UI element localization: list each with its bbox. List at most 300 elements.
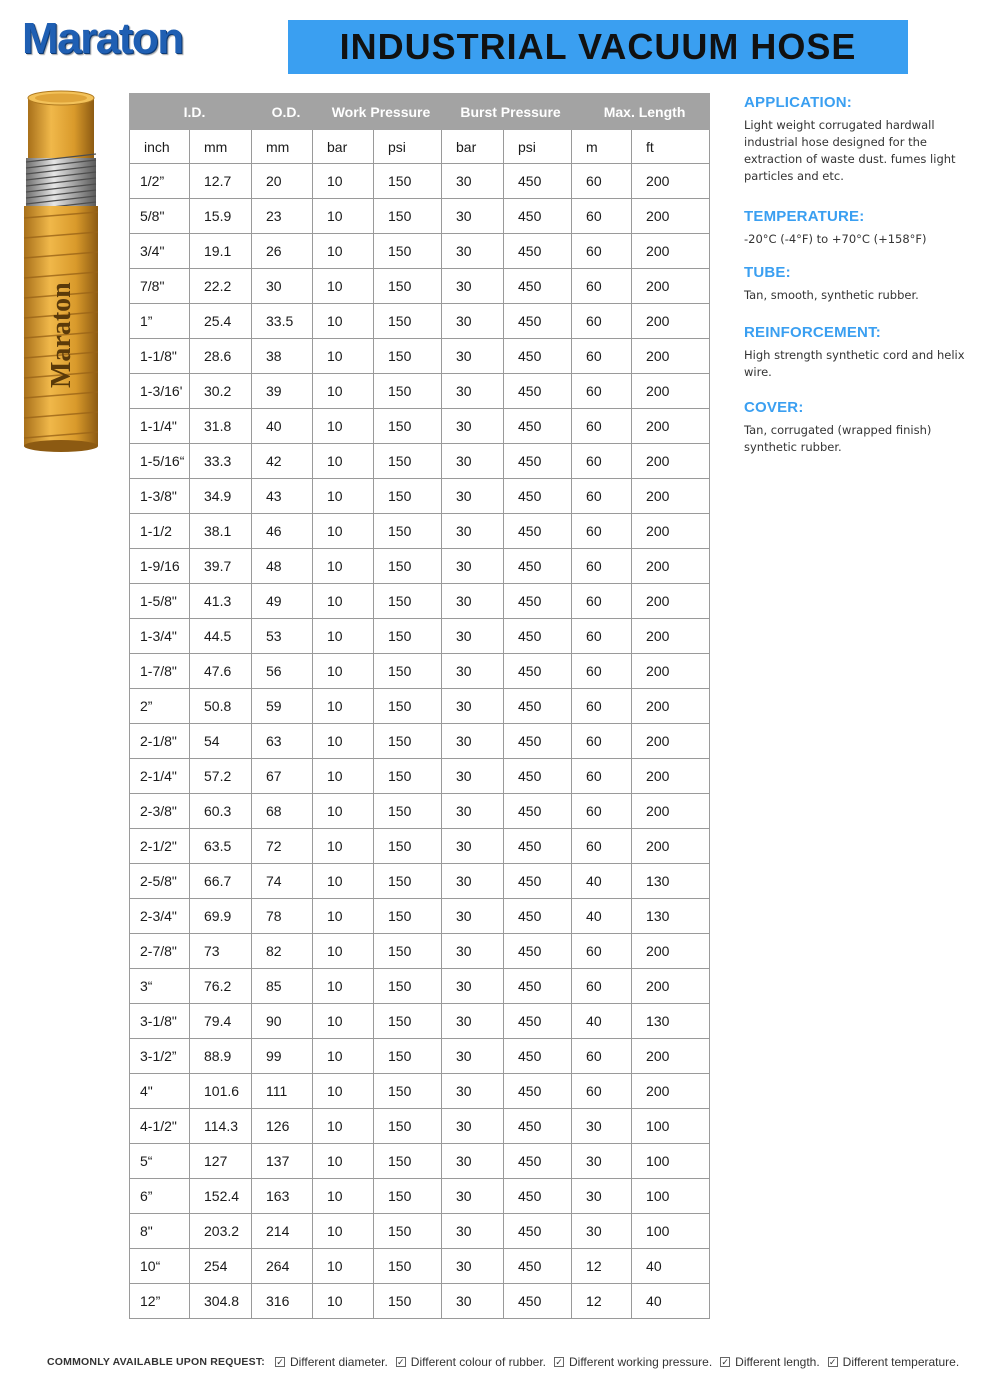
table-cell: 60	[572, 479, 632, 514]
table-cell: 200	[632, 164, 710, 199]
table-cell: 60	[572, 164, 632, 199]
table-cell: 60	[572, 374, 632, 409]
table-cell: 152.4	[190, 1179, 252, 1214]
table-cell: 150	[374, 1144, 442, 1179]
table-cell: 150	[374, 689, 442, 724]
table-cell: 38	[252, 339, 313, 374]
header-burst-pressure: Burst Pressure	[442, 94, 572, 130]
row-size-inch: 1-3/16'	[130, 374, 190, 409]
table-cell: 450	[504, 829, 572, 864]
table-cell: 39.7	[190, 549, 252, 584]
table-cell: 40	[632, 1249, 710, 1284]
section-text: Tan, corrugated (wrapped finish) synthetic rubber.	[744, 423, 932, 454]
table-cell: 30	[442, 514, 504, 549]
table-cell: 10	[313, 1249, 374, 1284]
brand-logo: Maraton	[22, 14, 183, 63]
section-text: Light weight corrugated hardwall industrial hose designed for the extraction of waste dust. fumes light particles and etc.	[744, 118, 956, 183]
checkbox-icon: ✓	[555, 1356, 563, 1367]
unit-cell: psi	[374, 130, 442, 164]
table-cell: 10	[313, 1039, 374, 1074]
table-cell: 200	[632, 654, 710, 689]
footer-option	[554, 1355, 712, 1369]
table-cell: 450	[504, 794, 572, 829]
table-cell: 30	[442, 1039, 504, 1074]
table-cell: 150	[374, 374, 442, 409]
footer-option	[828, 1355, 960, 1369]
spec-table	[129, 93, 710, 1319]
table-cell: 450	[504, 199, 572, 234]
table-cell: 10	[313, 514, 374, 549]
tube-section	[744, 264, 919, 304]
table-cell: 200	[632, 969, 710, 1004]
table-cell: 150	[374, 1284, 442, 1319]
table-cell: 100	[632, 1214, 710, 1249]
table-row	[130, 864, 710, 899]
table-cell: 90	[252, 1004, 313, 1039]
footer-option-label: Different temperature.	[842, 1355, 960, 1369]
table-cell: 450	[504, 514, 572, 549]
table-cell: 30	[572, 1144, 632, 1179]
row-size-inch: 1-3/8"	[130, 479, 190, 514]
table-row	[130, 514, 710, 549]
table-row	[130, 1284, 710, 1319]
table-cell: 30	[252, 269, 313, 304]
table-cell: 10	[313, 1214, 374, 1249]
table-row	[130, 899, 710, 934]
table-cell: 150	[374, 1004, 442, 1039]
table-cell: 10	[313, 339, 374, 374]
table-cell: 10	[313, 759, 374, 794]
table-cell: 10	[313, 724, 374, 759]
table-cell: 10	[313, 934, 374, 969]
table-cell: 150	[374, 234, 442, 269]
table-cell: 30	[572, 1109, 632, 1144]
table-row	[130, 794, 710, 829]
table-cell: 10	[313, 619, 374, 654]
table-cell: 10	[313, 1074, 374, 1109]
application-section	[744, 94, 974, 185]
unit-cell: mm	[190, 130, 252, 164]
table-cell: 316	[252, 1284, 313, 1319]
row-size-inch: 4"	[130, 1074, 190, 1109]
section-text: High strength synthetic cord and helix wire.	[744, 348, 965, 379]
table-row	[130, 479, 710, 514]
table-cell: 40	[572, 1004, 632, 1039]
table-cell: 40	[632, 1284, 710, 1319]
section-heading: TUBE:	[744, 264, 791, 281]
hose-label: Maraton	[46, 282, 77, 388]
table-cell: 450	[504, 164, 572, 199]
table-cell: 30	[442, 759, 504, 794]
table-cell: 60	[572, 584, 632, 619]
table-cell: 19.1	[190, 234, 252, 269]
table-row	[130, 759, 710, 794]
row-size-inch: 2-1/2"	[130, 829, 190, 864]
table-cell: 60	[572, 269, 632, 304]
table-cell: 450	[504, 304, 572, 339]
table-cell: 130	[632, 899, 710, 934]
table-cell: 150	[374, 864, 442, 899]
table-cell: 33.3	[190, 444, 252, 479]
table-cell: 10	[313, 829, 374, 864]
footer-options	[47, 1355, 987, 1369]
table-cell: 150	[374, 1214, 442, 1249]
table-cell: 30	[442, 339, 504, 374]
table-cell: 60	[572, 234, 632, 269]
table-cell: 41.3	[190, 584, 252, 619]
table-cell: 150	[374, 164, 442, 199]
table-cell: 54	[190, 724, 252, 759]
table-cell: 56	[252, 654, 313, 689]
section-heading: APPLICATION:	[744, 94, 852, 111]
table-cell: 214	[252, 1214, 313, 1249]
row-size-inch: 5“	[130, 1144, 190, 1179]
table-cell: 200	[632, 409, 710, 444]
table-cell: 30	[442, 304, 504, 339]
table-row	[130, 969, 710, 1004]
table-cell: 28.6	[190, 339, 252, 374]
table-cell: 450	[504, 584, 572, 619]
table-cell: 150	[374, 934, 442, 969]
table-cell: 127	[190, 1144, 252, 1179]
table-row	[130, 339, 710, 374]
table-row	[130, 304, 710, 339]
row-size-inch: 1-5/8"	[130, 584, 190, 619]
table-cell: 63.5	[190, 829, 252, 864]
table-cell: 60.3	[190, 794, 252, 829]
table-cell: 60	[572, 654, 632, 689]
table-cell: 59	[252, 689, 313, 724]
table-cell: 200	[632, 269, 710, 304]
table-cell: 304.8	[190, 1284, 252, 1319]
table-cell: 200	[632, 829, 710, 864]
table-cell: 150	[374, 654, 442, 689]
table-cell: 100	[632, 1109, 710, 1144]
table-cell: 450	[504, 934, 572, 969]
table-cell: 150	[374, 1039, 442, 1074]
table-cell: 200	[632, 444, 710, 479]
table-cell: 30	[442, 409, 504, 444]
row-size-inch: 1-7/8"	[130, 654, 190, 689]
table-cell: 450	[504, 969, 572, 1004]
table-cell: 450	[504, 234, 572, 269]
row-size-inch: 4-1/2"	[130, 1109, 190, 1144]
row-size-inch: 7/8"	[130, 269, 190, 304]
table-cell: 200	[632, 689, 710, 724]
unit-cell: m	[572, 130, 632, 164]
row-size-inch: 1-9/16	[130, 549, 190, 584]
table-cell: 163	[252, 1179, 313, 1214]
table-cell: 60	[572, 829, 632, 864]
table-cell: 30	[572, 1179, 632, 1214]
table-cell: 450	[504, 409, 572, 444]
footer-option-label: Different colour of rubber.	[410, 1355, 546, 1369]
section-heading: TEMPERATURE:	[744, 208, 865, 225]
table-cell: 450	[504, 1004, 572, 1039]
header-max-length: Max. Length	[572, 94, 710, 130]
table-cell: 200	[632, 794, 710, 829]
table-cell: 10	[313, 234, 374, 269]
table-cell: 88.9	[190, 1039, 252, 1074]
table-cell: 10	[313, 374, 374, 409]
table-cell: 40	[252, 409, 313, 444]
table-row	[130, 1249, 710, 1284]
table-cell: 30	[572, 1214, 632, 1249]
table-cell: 78	[252, 899, 313, 934]
table-cell: 200	[632, 1074, 710, 1109]
table-cell: 60	[572, 724, 632, 759]
table-cell: 450	[504, 374, 572, 409]
table-cell: 450	[504, 1144, 572, 1179]
table-cell: 450	[504, 1109, 572, 1144]
table-cell: 50.8	[190, 689, 252, 724]
row-size-inch: 1-1/2	[130, 514, 190, 549]
table-cell: 111	[252, 1074, 313, 1109]
table-cell: 72	[252, 829, 313, 864]
table-row	[130, 1039, 710, 1074]
row-size-inch: 2-1/4"	[130, 759, 190, 794]
table-cell: 150	[374, 724, 442, 759]
table-cell: 450	[504, 689, 572, 724]
table-row	[130, 549, 710, 584]
table-cell: 30	[442, 199, 504, 234]
table-row	[130, 619, 710, 654]
table-cell: 60	[572, 969, 632, 1004]
row-size-inch: 1-1/8"	[130, 339, 190, 374]
table-cell: 10	[313, 1004, 374, 1039]
table-cell: 10	[313, 304, 374, 339]
table-cell: 69.9	[190, 899, 252, 934]
row-size-inch: 2-7/8"	[130, 934, 190, 969]
table-cell: 10	[313, 969, 374, 1004]
table-row	[130, 269, 710, 304]
table-cell: 76.2	[190, 969, 252, 1004]
table-cell: 200	[632, 1039, 710, 1074]
table-row	[130, 689, 710, 724]
table-cell: 200	[632, 584, 710, 619]
table-cell: 42	[252, 444, 313, 479]
table-cell: 99	[252, 1039, 313, 1074]
table-cell: 150	[374, 584, 442, 619]
table-cell: 60	[572, 794, 632, 829]
table-cell: 20	[252, 164, 313, 199]
row-size-inch: 3/4"	[130, 234, 190, 269]
table-cell: 68	[252, 794, 313, 829]
cover-section	[744, 399, 974, 456]
table-cell: 74	[252, 864, 313, 899]
table-cell: 30	[442, 374, 504, 409]
table-cell: 60	[572, 619, 632, 654]
table-cell: 66.7	[190, 864, 252, 899]
table-cell: 30	[442, 899, 504, 934]
hose-illustration	[18, 88, 108, 458]
table-cell: 450	[504, 864, 572, 899]
table-cell: 450	[504, 899, 572, 934]
table-cell: 44.5	[190, 619, 252, 654]
table-cell: 46	[252, 514, 313, 549]
header-od: O.D.	[252, 94, 313, 130]
table-cell: 82	[252, 934, 313, 969]
table-row	[130, 1109, 710, 1144]
table-cell: 150	[374, 1074, 442, 1109]
table-cell: 30	[442, 689, 504, 724]
table-cell: 10	[313, 1179, 374, 1214]
table-cell: 25.4	[190, 304, 252, 339]
unit-cell: bar	[313, 130, 374, 164]
table-cell: 30	[442, 1284, 504, 1319]
table-cell: 150	[374, 304, 442, 339]
table-cell: 150	[374, 409, 442, 444]
table-cell: 450	[504, 549, 572, 584]
table-cell: 30	[442, 1144, 504, 1179]
group-header-row	[130, 94, 710, 130]
table-cell: 60	[572, 304, 632, 339]
table-cell: 10	[313, 899, 374, 934]
table-cell: 49	[252, 584, 313, 619]
table-row	[130, 199, 710, 234]
table-cell: 101.6	[190, 1074, 252, 1109]
table-cell: 150	[374, 549, 442, 584]
checkbox-icon: ✓	[276, 1356, 284, 1367]
unit-cell: mm	[252, 130, 313, 164]
table-cell: 60	[572, 339, 632, 374]
table-cell: 130	[632, 1004, 710, 1039]
table-cell: 34.9	[190, 479, 252, 514]
table-cell: 10	[313, 479, 374, 514]
table-cell: 30.2	[190, 374, 252, 409]
table-cell: 23	[252, 199, 313, 234]
temperature-section	[744, 208, 927, 248]
row-size-inch: 1-1/4"	[130, 409, 190, 444]
table-cell: 150	[374, 514, 442, 549]
table-cell: 200	[632, 619, 710, 654]
table-cell: 450	[504, 269, 572, 304]
footer-lead: COMMONLY AVAILABLE UPON REQUEST:	[47, 1356, 265, 1368]
table-cell: 30	[442, 1214, 504, 1249]
table-cell: 10	[313, 1109, 374, 1144]
table-cell: 30	[442, 444, 504, 479]
table-cell: 10	[313, 864, 374, 899]
table-cell: 450	[504, 759, 572, 794]
table-row	[130, 829, 710, 864]
table-cell: 79.4	[190, 1004, 252, 1039]
table-cell: 30	[442, 1004, 504, 1039]
unit-cell: bar	[442, 130, 504, 164]
table-cell: 10	[313, 199, 374, 234]
row-size-inch: 8"	[130, 1214, 190, 1249]
table-cell: 150	[374, 1109, 442, 1144]
table-cell: 33.5	[252, 304, 313, 339]
table-cell: 10	[313, 1144, 374, 1179]
footer-option	[720, 1355, 820, 1369]
table-cell: 12	[572, 1284, 632, 1319]
table-cell: 30	[442, 794, 504, 829]
table-row	[130, 444, 710, 479]
table-cell: 67	[252, 759, 313, 794]
table-cell: 450	[504, 479, 572, 514]
row-size-inch: 2-1/8"	[130, 724, 190, 759]
table-cell: 150	[374, 619, 442, 654]
table-cell: 150	[374, 899, 442, 934]
table-cell: 200	[632, 514, 710, 549]
table-cell: 150	[374, 759, 442, 794]
table-row	[130, 934, 710, 969]
table-cell: 30	[442, 619, 504, 654]
table-cell: 12	[572, 1249, 632, 1284]
table-cell: 10	[313, 409, 374, 444]
page-title: INDUSTRIAL VACUUM HOSE	[339, 26, 857, 67]
table-cell: 10	[313, 164, 374, 199]
unit-cell: ft	[632, 130, 710, 164]
table-cell: 43	[252, 479, 313, 514]
table-cell: 85	[252, 969, 313, 1004]
table-cell: 10	[313, 444, 374, 479]
header-work-pressure: Work Pressure	[313, 94, 442, 130]
table-cell: 30	[442, 1109, 504, 1144]
table-cell: 47.6	[190, 654, 252, 689]
table-cell: 15.9	[190, 199, 252, 234]
table-cell: 30	[442, 549, 504, 584]
table-cell: 60	[572, 1039, 632, 1074]
table-cell: 150	[374, 969, 442, 1004]
row-size-inch: 3-1/2”	[130, 1039, 190, 1074]
row-size-inch: 12”	[130, 1284, 190, 1319]
unit-cell: psi	[504, 130, 572, 164]
row-size-inch: 3-1/8"	[130, 1004, 190, 1039]
row-size-inch: 1-5/16“	[130, 444, 190, 479]
checkbox-icon: ✓	[828, 1356, 837, 1367]
units-row	[130, 130, 710, 164]
section-text: -20°C (-4°F) to +70°C (+158°F)	[744, 232, 927, 246]
table-cell: 450	[504, 339, 572, 374]
row-size-inch: 1/2”	[130, 164, 190, 199]
table-cell: 150	[374, 1179, 442, 1214]
table-cell: 10	[313, 269, 374, 304]
table-cell: 10	[313, 794, 374, 829]
table-cell: 450	[504, 1249, 572, 1284]
table-cell: 10	[313, 549, 374, 584]
table-cell: 450	[504, 444, 572, 479]
table-cell: 200	[632, 934, 710, 969]
table-cell: 30	[442, 164, 504, 199]
table-cell: 150	[374, 1249, 442, 1284]
table-cell: 150	[374, 339, 442, 374]
table-cell: 450	[504, 1074, 572, 1109]
section-text: Tan, smooth, synthetic rubber.	[744, 288, 919, 302]
table-cell: 126	[252, 1109, 313, 1144]
table-cell: 63	[252, 724, 313, 759]
table-cell: 10	[313, 584, 374, 619]
table-cell: 450	[504, 724, 572, 759]
table-cell: 150	[374, 444, 442, 479]
table-cell: 150	[374, 479, 442, 514]
table-cell: 200	[632, 759, 710, 794]
table-row	[130, 724, 710, 759]
table-cell: 60	[572, 689, 632, 724]
table-cell: 12.7	[190, 164, 252, 199]
table-cell: 200	[632, 339, 710, 374]
row-size-inch: 10“	[130, 1249, 190, 1284]
table-row	[130, 1004, 710, 1039]
table-row	[130, 234, 710, 269]
table-cell: 73	[190, 934, 252, 969]
table-cell: 53	[252, 619, 313, 654]
table-cell: 60	[572, 934, 632, 969]
table-row	[130, 374, 710, 409]
table-cell: 30	[442, 1074, 504, 1109]
table-cell: 30	[442, 479, 504, 514]
table-cell: 10	[313, 689, 374, 724]
